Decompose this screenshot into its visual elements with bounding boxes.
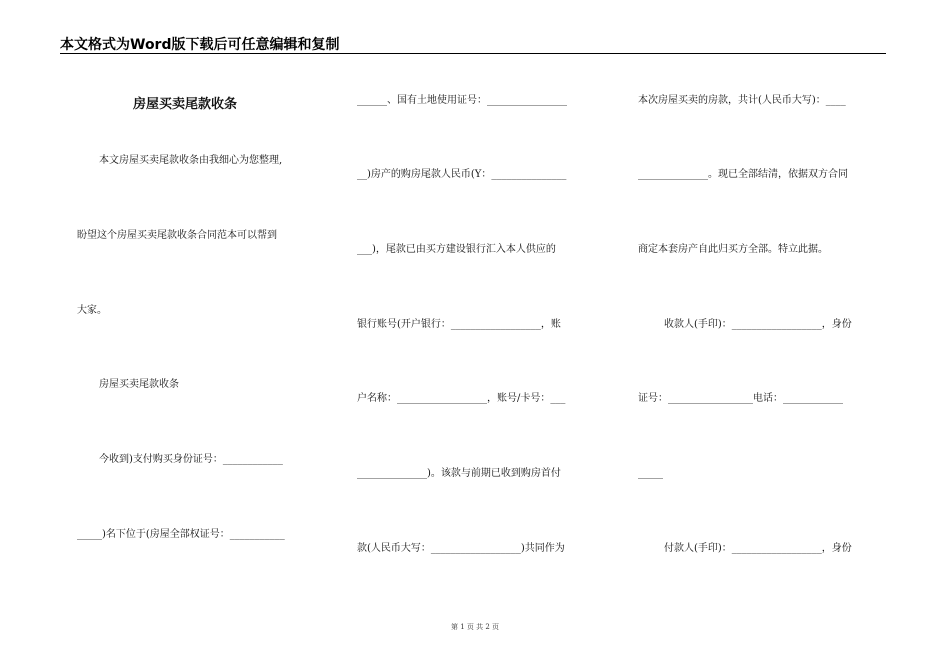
header-title: 本文格式为Word版下载后可任意编辑和复制 xyxy=(60,37,340,53)
text-line: 银行账号(开户银行：__________________，账 xyxy=(357,319,561,330)
text-line: 商定本套房产自此归买方全部。特立此据。 xyxy=(638,244,828,255)
text-line: 户名称：__________________，账号/卡号：___ xyxy=(357,393,566,404)
text-line: ______________。现已全部结清，依据双方合同 xyxy=(638,169,848,180)
text-line: 付款人(手印)：__________________，身份 xyxy=(664,543,852,554)
text-line: 大家。 xyxy=(77,305,107,316)
text-line: ______、国有土地使用证号：________________ xyxy=(357,95,567,106)
text-line: 本次房屋买卖的房款，共计(人民币大写)：____ xyxy=(638,95,846,106)
text-column-3 xyxy=(638,0,893,672)
text-line: _____ xyxy=(638,468,663,479)
text-line: ___)，尾款已由买方建设银行汇入本人供应的 xyxy=(357,244,556,255)
text-line: 款(人民币大写：__________________)共同作为 xyxy=(357,543,565,554)
page-number: 第 1 页 共 2 页 xyxy=(450,623,500,631)
text-line: _____)名下位于(房屋全部权证号：___________ xyxy=(77,529,285,540)
text-line: 本文房屋买卖尾款收条由我细心为您整理, xyxy=(99,155,283,166)
text-line: ______________)。该款与前期已收到购房首付 xyxy=(357,468,561,479)
text-line: 证号：_________________电话：____________ xyxy=(638,393,843,404)
text-line: 房屋买卖尾款收条 xyxy=(99,379,179,390)
text-line: __)房产的购房尾款人民币(Y：_______________ xyxy=(357,169,567,180)
text-line: 盼望这个房屋买卖尾款收条合同范本可以帮到 xyxy=(77,230,277,241)
text-line: 收款人(手印)：__________________，身份 xyxy=(664,319,852,330)
text-column-1 xyxy=(77,0,332,672)
document-title: 房屋买卖尾款收条 xyxy=(133,97,238,112)
text-line: 今收到)支付购买身份证号：____________ xyxy=(99,454,283,465)
text-column-2 xyxy=(357,0,612,672)
